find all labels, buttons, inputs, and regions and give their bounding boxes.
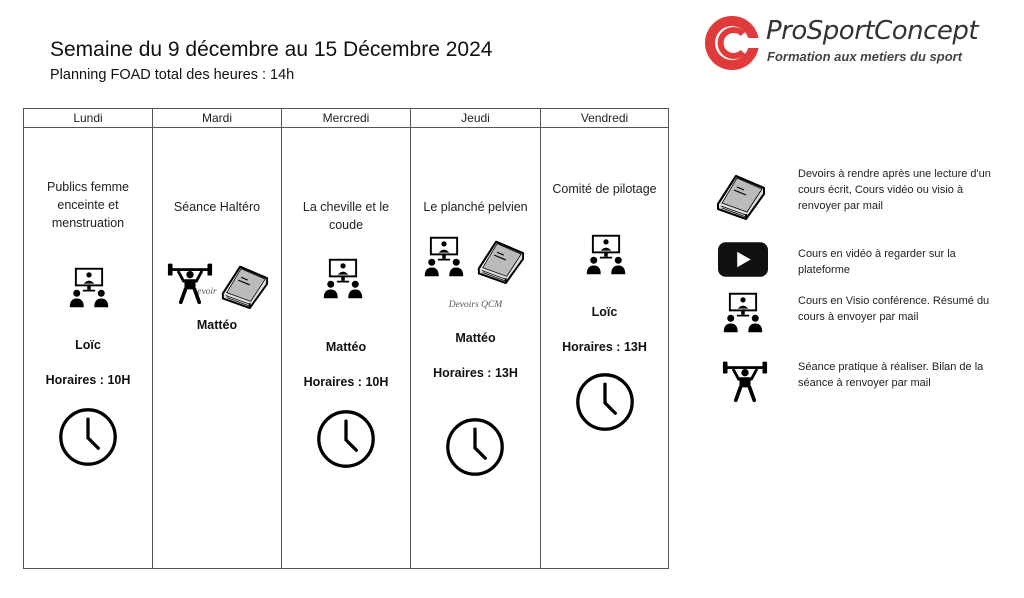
legend-text: Cours en Visio conférence. Résumé du cours à envoyer par mail xyxy=(798,295,990,323)
brand-tagline: Formation aux metiers du sport xyxy=(767,49,963,64)
visio-conference-icon xyxy=(322,256,364,302)
day-cell xyxy=(153,128,281,568)
instructor-name: Mattéo xyxy=(455,331,496,345)
clock-icon xyxy=(58,407,118,467)
book-icon xyxy=(473,234,527,284)
day-header: Lundi xyxy=(24,109,152,128)
hours-label: Horaires : 10H xyxy=(303,375,389,389)
logo-mark-icon xyxy=(703,14,761,72)
brand-name: ProSportConcept xyxy=(766,16,979,46)
day-header: Vendredi xyxy=(541,109,668,128)
day-column-mercredi xyxy=(282,109,411,568)
course-topic: La cheville et le coude xyxy=(302,200,390,232)
video-play-icon xyxy=(718,242,768,277)
day-cell xyxy=(541,128,668,568)
page-subtitle: Planning FOAD total des heures : 14h xyxy=(50,67,295,83)
hours-label: Horaires : 13H xyxy=(433,366,518,380)
visio-conference-icon xyxy=(68,265,110,311)
weekly-schedule-table xyxy=(23,108,669,569)
book-icon xyxy=(217,259,271,309)
visio-conference-icon xyxy=(585,232,627,278)
instructor-name: Mattéo xyxy=(196,318,238,332)
visio-conference-icon xyxy=(423,234,465,280)
day-column-jeudi xyxy=(411,109,541,568)
instructor-name: Mattéo xyxy=(325,340,367,354)
clock-icon xyxy=(316,409,376,469)
clock-icon xyxy=(445,417,505,477)
day-column-vendredi xyxy=(541,109,668,568)
legend-text: Devoirs à rendre après une lecture d'un cours écrit, Cours vidéo ou visio à renvoyer par mail xyxy=(798,168,991,212)
day-column-mardi xyxy=(153,109,282,568)
visio-conference-icon xyxy=(722,290,764,336)
day-column-lundi xyxy=(24,109,153,568)
prosportconcept-logo xyxy=(703,14,1013,74)
page-title: Semaine du 9 décembre au 15 Décembre 2024 xyxy=(50,38,493,61)
legend-text: Cours en vidéo à regarder sur la plateforme xyxy=(798,248,956,276)
homework-note: Devoirs QCM xyxy=(448,300,503,310)
instructor-name: Loïc xyxy=(75,338,101,352)
weightlifter-icon xyxy=(167,258,213,306)
day-cell xyxy=(282,128,410,568)
hours-label: Horaires : 13H xyxy=(562,340,647,354)
course-topic: Comité de pilotage xyxy=(552,182,657,196)
day-cell xyxy=(411,128,540,568)
course-topic: Publics femme enceinte et menstruation xyxy=(47,180,129,230)
book-icon xyxy=(712,168,768,220)
homework-note: evoir xyxy=(197,287,217,297)
hours-label: Horaires : 10H xyxy=(45,373,131,387)
day-header: Jeudi xyxy=(411,109,540,128)
weightlifter-icon xyxy=(722,356,768,404)
day-header: Mercredi xyxy=(282,109,410,128)
instructor-name: Loïc xyxy=(591,305,618,319)
day-header: Mardi xyxy=(153,109,281,128)
day-cell xyxy=(24,128,152,568)
course-topic: Le planché pelvien xyxy=(423,200,528,214)
legend-text: Séance pratique à réaliser. Bilan de la séance à renvoyer par mail xyxy=(798,361,984,389)
course-topic: Séance Haltéro xyxy=(173,200,261,214)
clock-icon xyxy=(575,372,635,432)
